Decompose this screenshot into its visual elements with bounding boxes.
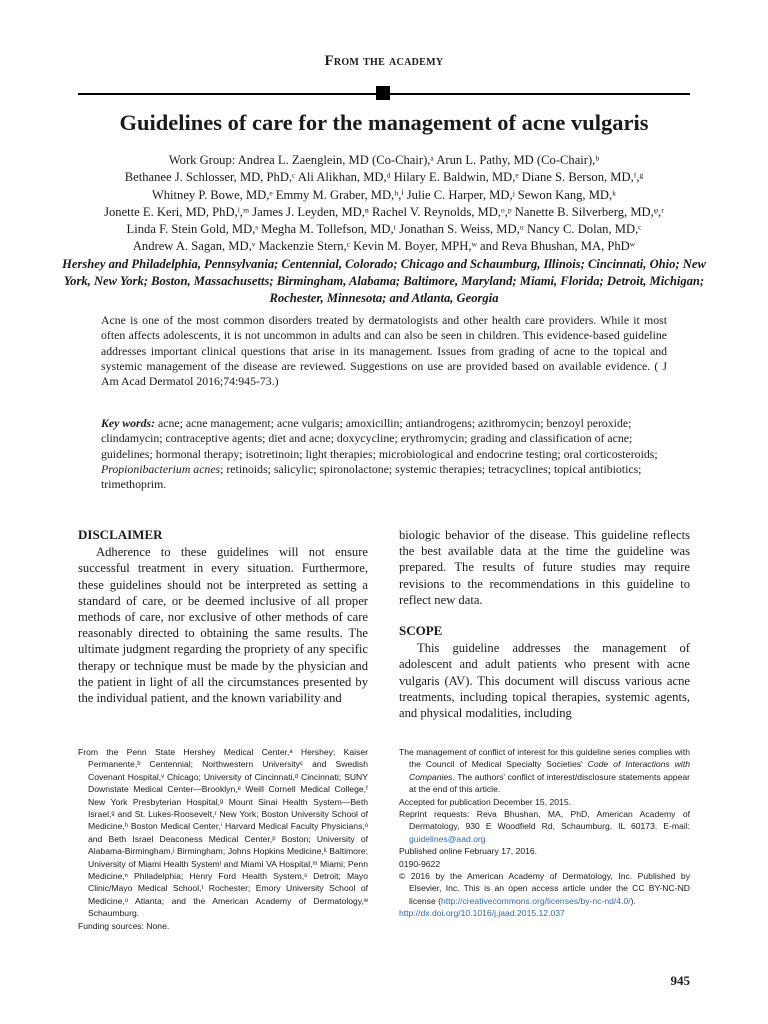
- affiliations-footnote: [78, 746, 368, 932]
- doi-link[interactable]: http://dx.doi.org/10.1016/j.jaad.2015.12.037: [399, 908, 565, 919]
- author-line: Linda F. Stein Gold, MD,ˢ Megha M. Tollefson, MD,ᵗ Jonathan S. Weiss, MD,ᵘ Nancy C. Dolan, MD,ᶜ: [126, 222, 642, 237]
- keywords-text: acne; acne management; acne vulgaris; amoxicillin; antiandrogens; azithromycin; benzoyl peroxide; clindamycin; contraceptive agents; diet and acne; doxycycline; erythromycin; grading and classification of acne; guidelines; hormonal therapy; isotretinoin; light therapies; microbiological and endocrine testing; oral corticosteroids;: [101, 416, 658, 461]
- author-line: Whitney P. Bowe, MD,ᵉ Emmy M. Graber, MD,ʰ,ⁱ Julie C. Harper, MD,ʲ Sewon Kang, MD,ᵏ: [151, 187, 617, 202]
- funding-text: Funding sources: None.: [78, 920, 170, 931]
- issn: 0190-9622: [399, 858, 441, 869]
- author-line: Jonette E. Keri, MD, PhD,ˡ,ᵐ James J. Leyden, MD,ⁿ Rachel V. Reynolds, MD,ᵒ,ᵖ Nanette B. Silverberg, MD,ᵠ,ʳ: [104, 204, 664, 219]
- keywords-italic: Propionibacterium acnes: [101, 461, 221, 476]
- conflict-of-interest: [399, 746, 690, 796]
- author-locations: Hershey and Philadelphia, Pennsylvania; Centennial, Colorado; Chicago and Schaumburg, Illinois; Cincinnati, Ohio; New York, New York; Boston, Massachusetts; Birmingham, Alabama; Baltimore, Maryland; Miami, Florida; Detroit, Michigan; Rochester, Minnesota; and Atlanta, Georgia: [62, 256, 706, 306]
- author-list: [60, 152, 708, 308]
- published-date: Published online February 17, 2016.: [399, 846, 538, 857]
- coi-italic: Code of Interactions with Companies: [409, 759, 690, 782]
- reprint-requests: [399, 808, 690, 845]
- author-line: Bethanee J. Schlosser, MD, PhD,ᶜ Ali Alikhan, MD,ᵈ Hilary E. Baldwin, MD,ᵉ Diane S. Berson, MD,ᶠ,ᵍ: [124, 170, 644, 185]
- author-line: Work Group: Andrea L. Zaenglein, MD (Co-Chair),ᵃ Arun L. Pathy, MD (Co-Chair),ᵇ: [168, 153, 600, 167]
- keywords-label: Key words:: [101, 416, 156, 430]
- scope-text: This guideline addresses the management of adolescent and adult patients who present with acne vulgaris (AV). This document will discuss various acne treatments, including topical therapies, systemic agents, and physical modalities, including: [399, 641, 690, 721]
- accepted-date: Accepted for publication December 15, 2015.: [399, 796, 571, 807]
- column-left: [78, 527, 368, 706]
- disclaimer-continued: biologic behavior of the disease. This guideline reflects the best available data at the time the guideline was prepared. The results of future studies may require revisions to the recommendations in this guideline to reflect new data.: [399, 528, 690, 607]
- page-number: 945: [670, 973, 690, 988]
- copyright-end: ).: [630, 895, 636, 906]
- keywords-text-end: ; retinoids; salicylic; spironolactone; systemic therapies; tetracyclines; topical antibiotics; trimethoprim.: [101, 461, 642, 492]
- article-title: Guidelines of care for the management of acne vulgaris: [119, 110, 649, 135]
- keywords: [101, 416, 667, 492]
- email-link[interactable]: guidelines@aad.org: [409, 833, 486, 844]
- scope-heading: SCOPE: [399, 623, 443, 639]
- disclaimer-heading: DISCLAIMER: [78, 527, 163, 542]
- copyright-text: © 2016 by the American Academy of Dermatology, Inc. Published by Elsevier, Inc. This is an open access article under the CC BY-NC-ND license (: [399, 871, 690, 906]
- coi-text: The management of conflict of interest for this guideline series complies with the Council of Medical Specialty Societies': [399, 747, 690, 770]
- affiliations-text: From the Penn State Hershey Medical Center,ᵃ Hershey; Kaiser Permanente,ᵇ Centennial; Northwestern Universityᶜ and Swedish Covenant Hospital,ᵛ Chicago; University of Cincinnati,ᵈ Cincinnati; SUNY Downstate Medical Center—Brooklyn,ᵉ Weill Cornell Medical College,ᶠ New York Presbyterian Hospital,ᵍ Mount Sinai Health System—Beth Israel,ᵍ and St. Lukes-Roosevelt,ʳ New York; Boston University School of Medicine,ʰ Boston Medical Center,ⁱ Harvard Medical Faculty Physicians,ᵒ and Beth Israel Deaconess Medical Center,ᵖ Boston; University of Alabama-Birmingham,ʲ Birmingham; Johns Hopkins Medicine,ᵏ Baltimore; University of Miami Health Systemˡ and Miami VA Hospital,ᵐ Miami; Penn Medicine,ⁿ Philadelphia; Henry Ford Health System,ˢ Detroit; Mayo Clinic/Mayo Medical School,ᵗ Rochester; Emory University School of Medicine,ᵘ Atlanta; and the American Academy of Dermatology,ʷ Schaumburg.: [78, 747, 368, 919]
- abstract: Acne is one of the most common disorders treated by dermatologists and other health care providers. While it most often affects adolescents, it is not uncommon in adults and can also be seen in children. This evidence-based guideline addresses important clinical questions that arise in its management. Issues from grading of acne to the topical and systemic management of the disease are reviewed. Suggestions on use are provided based on available evidence. ( J Am Acad Dermatol 2016;74:945-73.): [101, 313, 667, 389]
- article-info-footnote: [399, 746, 690, 920]
- author-line: Andrew A. Sagan, MD,ᵛ Mackenzie Stern,ᶜ Kevin M. Boyer, MPH,ʷ and Reva Bhushan, MA, PhDʷ: [132, 239, 636, 254]
- disclaimer-text: Adherence to these guidelines will not ensure successful treatment in every situation. Furthermore, these guidelines should not be interpreted as setting a standard of care, or be deemed inclusive of all proper methods of care, nor exclusive of other methods of care reasonably directed to obtaining the same results. The ultimate judgment regarding the propriety of any specific therapy or technique must be made by the physician and the patient in light of all the circumstances presented by the individual patient, and the known variability and: [78, 545, 368, 706]
- column-right: [399, 527, 690, 721]
- section-header: From the academy: [324, 53, 444, 69]
- copyright: [399, 870, 690, 907]
- coi-text-end: . The authors' conflict of interest/disclosure statements appear at the end of this article.: [409, 771, 690, 795]
- header-rule-marker: [376, 86, 390, 100]
- license-link[interactable]: http://creativecommons.org/licenses/by-nc-nd/4.0/: [441, 895, 631, 906]
- reprint-text: Reprint requests: Reva Bhushan, MA, PhD, American Academy of Dermatology, 930 E Woodfield Rd, Schaumburg, IL 60173. E-mail:: [399, 809, 690, 832]
